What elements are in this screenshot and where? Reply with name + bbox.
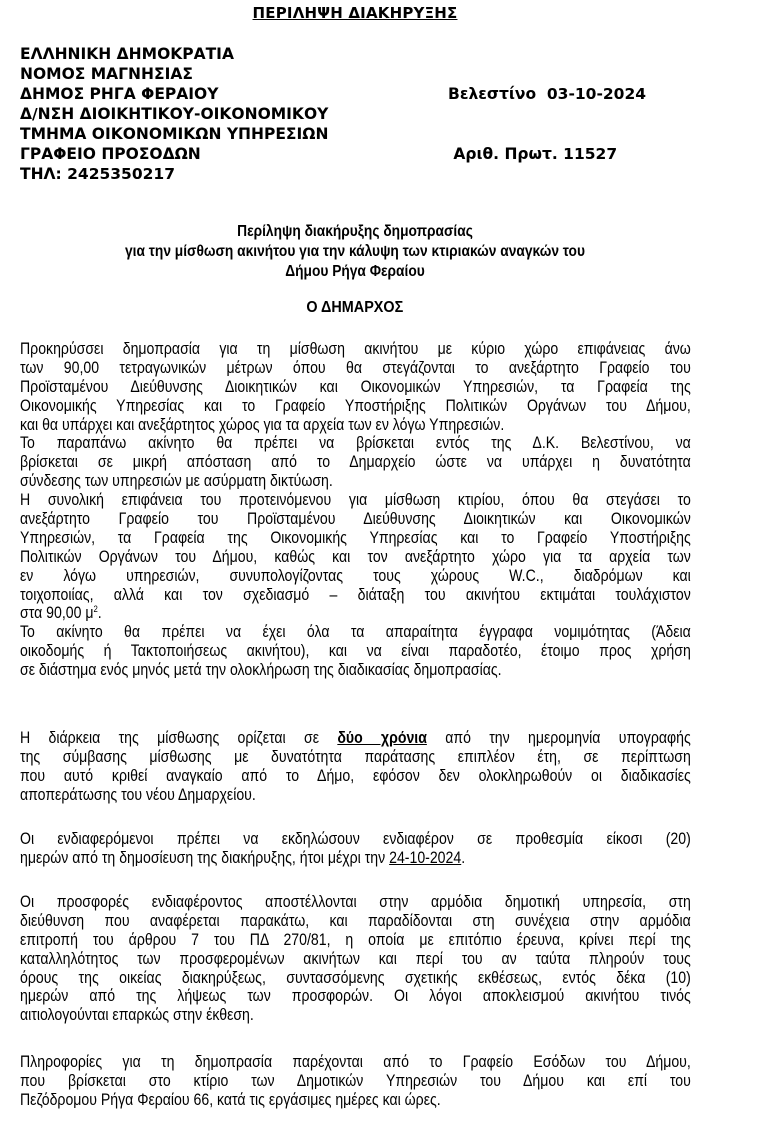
text-line: όρους της οικείας διακηρύξεως, συντασσόμενης σχετικής εκθέσεως, εντός δέκα (10) xyxy=(20,968,691,987)
paragraph-announcement xyxy=(20,340,691,680)
paragraph-lease-duration xyxy=(20,729,691,805)
subject-heading xyxy=(0,222,710,282)
subject-line: Περίληψη διακήρυξης δημοπρασίας xyxy=(237,223,473,240)
paragraph-offers xyxy=(20,893,691,1025)
issuer-line: ΔΗΜΟΣ ΡΗΓΑ ΦΕΡΑΙΟΥ xyxy=(20,85,219,103)
date-protocol-block xyxy=(448,44,646,204)
text-line: Προκηρύσσει δημοπρασία για τη μίσθωση ακινήτου με κύριο χώρο επιφάνειας άνω xyxy=(20,340,691,358)
text-line: και θα υπάρχει και ανεξάρτητος χώρος για τα αρχεία των εν λόγω Υπηρεσιών. xyxy=(20,415,505,434)
text-line: που αυτό κριθεί αναγκαίο από το Δήμο, εφόσον δεν ολοκληρωθούν οι διαδικασίες xyxy=(20,766,691,785)
page-title: ΠΕΡΙΛΗΨΗ ΔΙΑΚΗΡΥΞΗΣ xyxy=(252,4,458,22)
text-line: Πολιτικών Οργάνων του Δήμου, καθώς και τον ανεξάρτητο χώρο για τα αρχεία των xyxy=(20,547,691,566)
protocol-number: Αριθ. Πρωτ. 11527 xyxy=(448,145,618,163)
phone-line: ΤΗΛ: 2425350217 xyxy=(20,165,175,183)
text-line: ημερών από τη δημοσίευση της διακήρυξης, ήτοι μέχρι την 24-10-2024. xyxy=(20,848,466,867)
text-line: Η συνολική επιφάνεια του προτεινόμενου για μίσθωση κτιρίου, όπου θα στεγάσει το xyxy=(20,491,691,510)
text-line: της σύμβασης μίσθωσης με δυνατότητα παράτασης επιπλέον έτη, σε περίπτωση xyxy=(20,747,691,766)
text-line: των 90,00 τετραγωνικών μέτρων όπου θα στεγάζονται το ανεξάρτητο Γραφείο του xyxy=(20,358,691,377)
text-line: Υπηρεσιών, τα Γραφεία της Οικονομικής Υπηρεσίας και το Γραφείο Υποστήριξης xyxy=(20,528,691,547)
text-line: Το ακίνητο θα πρέπει να έχει όλα τα απαραίτητα έγγραφα νομιμότητας (Άδεια xyxy=(20,623,691,642)
text-line: που βρίσκεται στο κτίριο των Δημοτικών Υπηρεσιών του Δήμου και επί του xyxy=(20,1071,691,1090)
issuer-line: ΓΡΑΦΕΙΟ ΠΡΟΣΟΔΩΝ xyxy=(20,145,201,163)
text-line: Πεζόδρομου Ρήγα Φεραίου 66, κατά τις εργάσιμες ημέρες και ώρες. xyxy=(20,1090,441,1109)
text-line: Το παραπάνω ακίνητο θα πρέπει να βρίσκεται εντός της Δ.Κ. Βελεστίνου, να xyxy=(20,434,691,453)
text-line: εν λόγω υπηρεσιών, συνυπολογίζοντας τους χώρους W.C., διαδρόμων και xyxy=(20,566,691,585)
mayor-heading: Ο ΔΗΜΑΡΧΟΣ xyxy=(306,299,404,316)
place-date: Βελεστίνο 03-10-2024 xyxy=(448,85,647,103)
text-line: σε διάστημα ενός μηνός μετά την ολοκλήρωση της διαδικασίας δημοπρασίας. xyxy=(20,661,502,680)
text-line: ανεξάρτητο Γραφείο του Προϊσταμένου Διεύθυνσης Διοικητικών και Οικονομικών xyxy=(20,510,691,529)
text-line: Οικονομικής Υπηρεσίας και το Γραφείο Υποστήριξης Πολιτικών Οργάνων του Δήμου, xyxy=(20,396,691,415)
text-line: Οι ενδιαφερόμενοι πρέπει να εκδηλώσουν ενδιαφέρον σε προθεσμία είκοσι (20) xyxy=(20,830,691,848)
paragraph-information xyxy=(20,1053,691,1110)
text-line: καταλληλότητος των προσφερομένων ακινήτων και περί του αν ταύτα πληρούν τους xyxy=(20,949,691,968)
text-line: ημερών από της λήψεως των προσφορών. Οι λόγοι αποκλεισμού ακινήτου τινός xyxy=(20,987,691,1006)
subject-line: Δήμου Ρήγα Φεραίου xyxy=(285,263,425,280)
issuer-line: ΤΜΗΜΑ ΟΙΚΟΝΟΜΙΚΩΝ ΥΠΗΡΕΣΙΩΝ xyxy=(20,125,329,143)
text-line: σύνδεσης των υπηρεσιών με ασύρματη δικτύωση. xyxy=(20,472,333,491)
issuer-line: ΕΛΛΗΝΙΚΗ ΔΗΜΟΚΡΑΤΙΑ xyxy=(20,45,234,63)
text-line: επιτροπή του άρθρου 7 του ΠΔ 270/81, η οποία με επιτόπιο έρευνα, κρίνει περί της xyxy=(20,930,691,949)
issuer-line: ΝΟΜΟΣ ΜΑΓΝΗΣΙΑΣ xyxy=(20,65,193,83)
text-line: Οι προσφορές ενδιαφέροντος αποστέλλονται στην αρμόδια δημοτική υπηρεσία, στη xyxy=(20,893,691,911)
text-line: αιτιολογούνται επαρκώς στην έκθεση. xyxy=(20,1006,254,1025)
text-line: Πληροφορίες για τη δημοπρασία παρέχονται από το Γραφείο Εσόδων του Δήμου, xyxy=(20,1053,691,1071)
text-line: οικοδομής ή Τακτοποιήσεως ακινήτου), και να είναι παραδοτέο, έτοιμο προς χρήση xyxy=(20,642,691,661)
area-superscript: 2 xyxy=(93,604,98,615)
text-line: Προϊσταμένου Διεύθυνσης Διοικητικών και Οικονομικών Υπηρεσιών, τα Γραφεία της xyxy=(20,377,691,396)
text-line: βρίσκεται σε μικρή απόσταση από το Δημαρχείο ώστε να υπάρχει η δυνατότητα xyxy=(20,453,691,472)
issuer-block xyxy=(20,44,328,184)
deadline-date: 24-10-2024 xyxy=(389,848,462,867)
text-line: αποπεράτωσης του νέου Δημαρχείου. xyxy=(20,785,256,804)
paragraph-deadline xyxy=(20,830,691,868)
issuer-line: Δ/ΝΣΗ ΔΙΟΙΚΗΤΙΚΟΥ-ΟΙΚΟΝΟΜΙΚΟΥ xyxy=(20,105,329,123)
text-line: διεύθυνση που αναφέρεται παρακάτω, και παραδίδονται στη συνέχεια στην αρμόδια xyxy=(20,911,691,930)
area-line: στα 90,00 $\mu^2$. xyxy=(20,604,102,623)
lease-duration-emphasis: δύο χρόνια xyxy=(337,729,427,747)
subject-line: για την μίσθωση ακινήτου για την κάλυψη των κτιριακών αναγκών του xyxy=(125,243,585,260)
text-line: Η διάρκεια της μίσθωσης ορίζεται σε δύο χρόνια από την ημερομηνία υπογραφής xyxy=(20,729,691,747)
text-line: τοιχοποιίας, αλλά και τον σχεδιασμό – διάταξη του ακινήτου εκτιμάται τουλάχιστον xyxy=(20,585,691,604)
